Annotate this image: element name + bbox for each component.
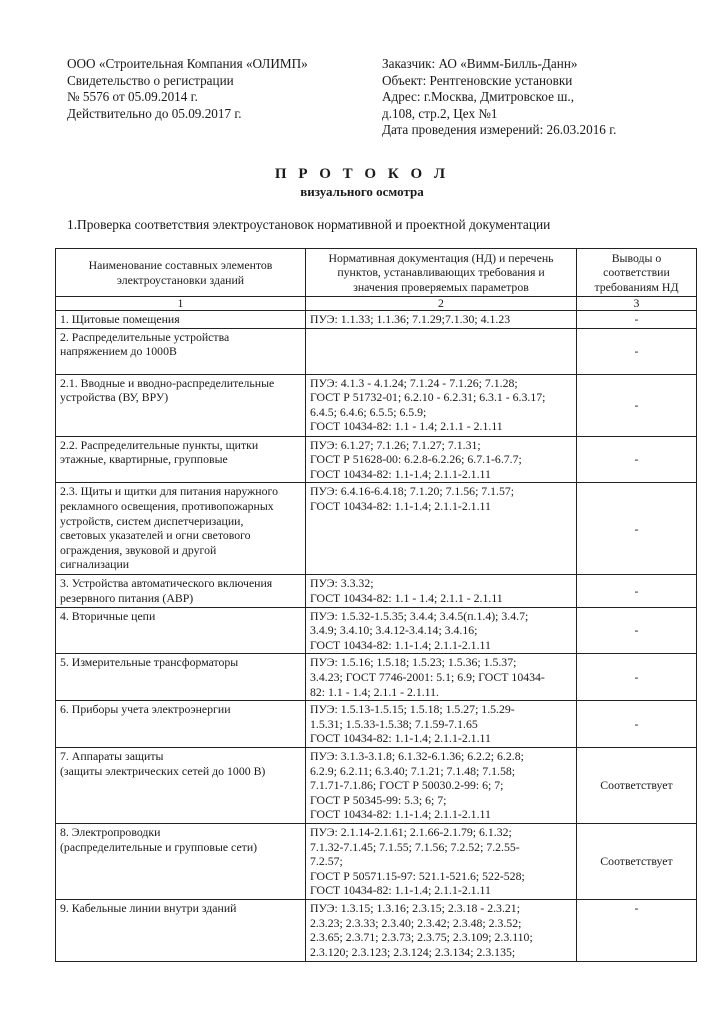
normative-docs-line: ГОСТ Р 50345-99: 5.3; 6; 7; <box>310 792 447 807</box>
normative-docs-line: ГОСТ 10434-82: 1.1-1.4; 2.1.1-2.1.11 <box>310 807 491 822</box>
column-number: 2 <box>306 297 577 311</box>
organization-block <box>67 56 308 122</box>
address-line-2: д.108, стр.2, Цех №1 <box>382 105 498 121</box>
conclusion-cell: - <box>577 436 697 483</box>
element-name-cell <box>56 701 306 748</box>
normative-docs-cell <box>306 483 577 575</box>
normative-docs-line: ГОСТ 10434-82: 1.1-1.4; 2.1.1-2.1.11 <box>310 731 491 746</box>
element-name-cell <box>56 483 306 575</box>
column-number: 1 <box>56 297 306 311</box>
table-row <box>56 823 697 899</box>
normative-docs-line: ГОСТ 10434-82: 1.1-1.4; 2.1.1-2.1.11 <box>310 498 491 513</box>
element-name-cell <box>56 899 306 961</box>
normative-docs-line: 2.3.120; 2.3.123; 2.3.124; 2.3.134; 2.3.135; <box>310 944 516 959</box>
normative-docs-cell <box>306 823 577 899</box>
normative-docs-line: 2.3.65; 2.3.71; 2.3.73; 2.3.75; 2.3.109; 2.3.110; <box>310 930 533 945</box>
table-row <box>56 654 697 701</box>
normative-docs-line: 82: 1.1 - 1.4; 2.1.1 - 2.1.11. <box>310 684 439 699</box>
element-name-line: этажные, квартирные, групповые <box>60 452 228 467</box>
table-row <box>56 374 697 436</box>
element-name-line: 1. Щитовые помещения <box>60 312 180 326</box>
element-name-cell <box>56 436 306 483</box>
normative-docs-line: ПУЭ: 6.4.16-6.4.18; 7.1.20; 7.1.56; 7.1.57; <box>310 484 515 499</box>
normative-docs-line: 3.4.9; 3.4.10; 3.4.12-3.4.14; 3.4.16; <box>310 623 478 638</box>
normative-docs-cell <box>306 436 577 483</box>
normative-docs-line: 3.4.23; ГОСТ 7746-2001: 5.1; 6.9; ГОСТ 10434- <box>310 669 545 684</box>
element-name-line: 7. Аппараты защиты <box>60 748 164 763</box>
normative-docs-line: ПУЭ: 1.5.32-1.5.35; 3.4.4; 3.4.5(п.1.4); 3.4.7; <box>310 608 529 623</box>
normative-docs-line: ГОСТ 10434-82: 1.1-1.4; 2.1.1-2.1.11 <box>310 466 491 481</box>
header-normative-docs: Нормативная документация (НД) и перечень пунктов, устанавливающих требования и значения проверяемых параметров <box>306 249 577 297</box>
section-heading: 1.Проверка соответствия электроустановок нормативной и проектной документации <box>67 217 551 232</box>
element-name-line: устройства (ВУ, ВРУ) <box>60 390 169 405</box>
registration-label: Свидетельство о регистрации <box>67 72 234 88</box>
normative-docs-cell <box>306 328 577 374</box>
document-title: П Р О Т О К О Л <box>274 166 450 182</box>
conclusion-cell: - <box>577 311 697 329</box>
normative-docs-line: ПУЭ: 4.1.3 - 4.1.24; 7.1.24 - 7.1.26; 7.1.28; <box>310 375 518 390</box>
element-name-line: 3. Устройства автоматического включения <box>60 576 273 591</box>
column-number-row <box>56 297 697 311</box>
element-name-line: рекламного освещения, противопожарных <box>60 498 274 513</box>
conclusion-cell: - <box>577 701 697 748</box>
normative-docs-line: ПУЭ: 2.1.14-2.1.61; 2.1.66-2.1.79; 6.1.32; <box>310 824 512 839</box>
normative-docs-line: 7.2.57; <box>310 854 343 869</box>
table-row <box>56 701 697 748</box>
element-name-line: 2.1. Вводные и вводно-распределительные <box>60 375 275 390</box>
normative-docs-cell <box>306 701 577 748</box>
normative-docs-cell <box>306 899 577 961</box>
table-header-row <box>56 249 697 297</box>
element-name-cell <box>56 747 306 823</box>
customer: Заказчик: АО «Вимм-Билль-Данн» <box>382 56 578 71</box>
normative-docs-line: ПУЭ: 3.3.32; <box>310 576 374 591</box>
table-row <box>56 607 697 654</box>
element-name-line: (распределительные и групповые сети) <box>60 839 258 854</box>
header-conclusions: Выводы о соответствии требованиям НД <box>577 249 697 297</box>
element-name-cell <box>56 607 306 654</box>
normative-docs-line: ГОСТ 10434-82: 1.1-1.4; 2.1.1-2.1.11 <box>310 637 491 652</box>
normative-docs-line: ПУЭ: 6.1.27; 7.1.26; 7.1.27; 7.1.31; <box>310 437 481 452</box>
conclusion-cell: - <box>577 654 697 701</box>
element-name-cell <box>56 311 306 329</box>
element-name-line: 2.3. Щиты и щитки для питания наружного <box>60 484 278 499</box>
element-name-cell <box>56 374 306 436</box>
normative-docs-line: ПУЭ: 1.5.13-1.5.15; 1.5.18; 1.5.27; 1.5.29- <box>310 702 515 717</box>
normative-docs-line: ПУЭ: 3.1.3-3.1.8; 6.1.32-6.1.36; 6.2.2; 6.2.8; <box>310 748 524 763</box>
normative-docs-line: ГОСТ Р 51628-00: 6.2.8-6.2.26; 6.7.1-6.7.7; <box>310 452 522 467</box>
registration-number: № 5576 от 05.09.2014 г. <box>67 89 198 104</box>
element-name-cell <box>56 654 306 701</box>
object: Объект: Рентгеновские установки <box>382 72 573 88</box>
element-name-line: 6. Приборы учета электроэнергии <box>60 702 231 717</box>
conclusion-cell: Соответствует <box>577 747 697 823</box>
element-name-line: световых указателей и огни светового <box>60 528 251 543</box>
table-row <box>56 328 697 374</box>
org-name: ООО «Строительная Компания «ОЛИМП» <box>67 56 308 71</box>
normative-docs-cell <box>306 311 577 329</box>
document-subtitle: визуального осмотра <box>300 184 424 199</box>
normative-docs-line: ПУЭ: 1.5.16; 1.5.18; 1.5.23; 1.5.36; 1.5.37; <box>310 655 517 670</box>
normative-docs-line: ГОСТ 10434-82: 1.1 - 1.4; 2.1.1 - 2.1.11 <box>310 590 503 605</box>
element-name-cell <box>56 575 306 607</box>
element-name-line: сигнализации <box>60 557 130 572</box>
element-name-line: 5. Измерительные трансформаторы <box>60 655 239 670</box>
normative-docs-line: ГОСТ Р 51732-01; 6.2.10 - 6.2.31; 6.3.1 - 6.3.17; <box>310 390 546 405</box>
registration-validity: Действительно до 05.09.2017 г. <box>67 105 242 121</box>
normative-docs-cell <box>306 747 577 823</box>
element-name-line: 8. Электропроводки <box>60 824 161 839</box>
conclusion-cell: - <box>577 575 697 607</box>
element-name-line: 9. Кабельные линии внутри зданий <box>60 900 237 915</box>
normative-docs-cell <box>306 654 577 701</box>
column-number: 3 <box>577 297 697 311</box>
table-row <box>56 436 697 483</box>
normative-docs-cell <box>306 374 577 436</box>
normative-docs-line: 6.4.5; 6.4.6; 6.5.5; 6.5.9; <box>310 404 427 419</box>
table-row <box>56 575 697 607</box>
normative-docs-cell <box>306 607 577 654</box>
conclusion-cell: - <box>577 483 697 575</box>
conclusion-cell: - <box>577 374 697 436</box>
normative-docs-line: ПУЭ: 1.1.33; 1.1.36; 7.1.29;7.1.30; 4.1.23 <box>310 312 511 326</box>
table-row <box>56 311 697 329</box>
normative-docs-line: 6.2.9; 6.2.11; 6.3.40; 7.1.21; 7.1.48; 7.1.58; <box>310 763 516 778</box>
conclusion-cell: Соответствует <box>577 823 697 899</box>
normative-docs-line: ГОСТ 10434-82: 1.1 - 1.4; 2.1.1 - 2.1.11 <box>310 419 503 434</box>
element-name-line: напряжением до 1000В <box>60 344 177 359</box>
element-name-line: 4. Вторичные цепи <box>60 608 156 623</box>
element-name-line: (защиты электрических сетей до 1000 В) <box>60 763 266 778</box>
normative-docs-line: ГОСТ 10434-82: 1.1-1.4; 2.1.1-2.1.11 <box>310 883 491 898</box>
normative-docs-line: 7.1.71-7.1.86; ГОСТ Р 50030.2-99: 6; 7; <box>310 778 504 793</box>
table-row <box>56 899 697 961</box>
normative-docs-line: 2.3.23; 2.3.33; 2.3.40; 2.3.42; 2.3.48; 2.3.52; <box>310 915 522 930</box>
inspection-table <box>55 248 697 962</box>
element-name-cell <box>56 823 306 899</box>
table-row <box>56 483 697 575</box>
element-name-line: 2.2. Распределительные пункты, щитки <box>60 437 259 452</box>
normative-docs-line: 7.1.32-7.1.45; 7.1.55; 7.1.56; 7.2.52; 7.2.55- <box>310 839 520 854</box>
header-elements: Наименование составных элементов электроустановки зданий <box>56 249 306 297</box>
element-name-line: 2. Распределительные устройства <box>60 329 230 344</box>
conclusion-cell: - <box>577 607 697 654</box>
measurement-date: Дата проведения измерений: 26.03.2016 г. <box>382 122 617 137</box>
customer-block <box>382 56 616 139</box>
normative-docs-cell <box>306 575 577 607</box>
address-line-1: Адрес: г.Москва, Дмитровское ш., <box>382 89 575 104</box>
element-name-cell <box>56 328 306 374</box>
conclusion-cell: - <box>577 328 697 374</box>
normative-docs-line: ГОСТ Р 50571.15-97: 521.1-521.6; 522-528; <box>310 868 525 883</box>
element-name-line: ограждения, звуковой и другой <box>60 542 217 557</box>
table-row <box>56 747 697 823</box>
normative-docs-line: ПУЭ: 1.3.15; 1.3.16; 2.3.15; 2.3.18 - 2.3.21; <box>310 900 520 915</box>
element-name-line: резервного питания (АВР) <box>60 590 194 605</box>
normative-docs-line: 1.5.31; 1.5.33-1.5.38; 7.1.59-7.1.65 <box>310 716 478 731</box>
element-name-line: устройств, систем диспетчеризации, <box>60 513 244 528</box>
conclusion-cell: - <box>577 899 697 961</box>
